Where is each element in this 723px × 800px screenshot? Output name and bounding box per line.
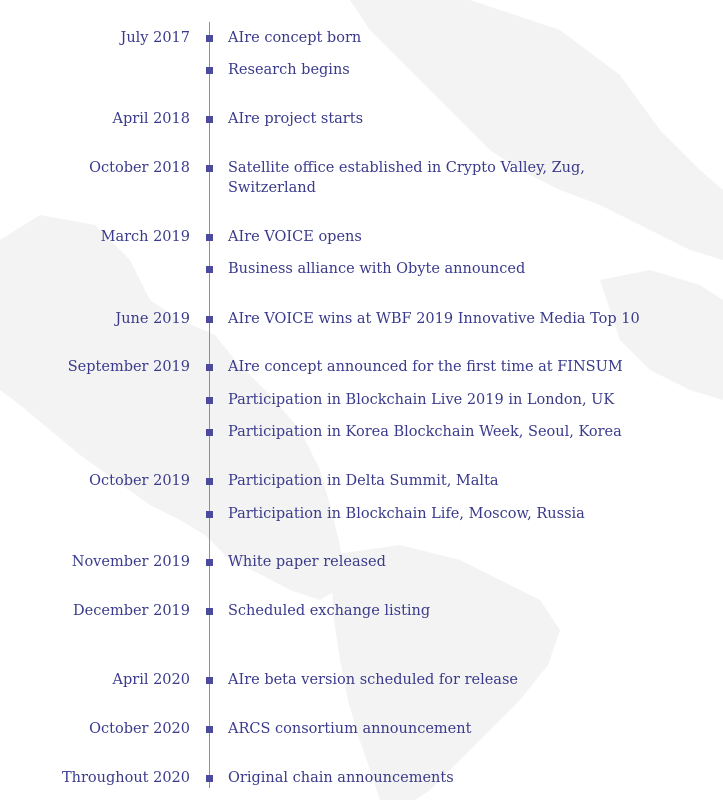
timeline-row [0, 599, 723, 623]
timeline-row [0, 58, 723, 82]
timeline-date: April 2020 [112, 672, 190, 688]
timeline-event: AIre concept announced for the first time at FINSUM [228, 359, 623, 375]
timeline-marker [206, 266, 213, 273]
timeline-event: ARCS consortium announcement [228, 721, 472, 737]
timeline-row [0, 420, 723, 444]
timeline-event: Participation in Delta Summit, Malta [228, 473, 499, 489]
timeline-marker [206, 511, 213, 518]
timeline-marker [206, 608, 213, 615]
timeline-marker [206, 559, 213, 566]
timeline-date: September 2019 [67, 359, 190, 375]
timeline-date: March 2019 [100, 229, 190, 245]
timeline-event: AIre VOICE wins at WBF 2019 Innovative Media Top 10 [228, 311, 640, 327]
timeline-marker [206, 726, 213, 733]
timeline-marker [206, 165, 213, 172]
timeline-marker [206, 316, 213, 323]
timeline-marker [206, 397, 213, 404]
timeline-marker [206, 234, 213, 241]
timeline-marker [206, 364, 213, 371]
timeline-row [0, 668, 723, 692]
timeline-row [0, 469, 723, 493]
timeline-event: White paper released [228, 554, 386, 570]
timeline-marker [206, 478, 213, 485]
timeline-row [0, 550, 723, 574]
timeline-event: AIre concept born [228, 30, 362, 46]
timeline-row [0, 766, 723, 790]
timeline-date: October 2020 [89, 721, 190, 737]
timeline-marker [206, 116, 213, 123]
timeline-date: Throughout 2020 [61, 770, 190, 786]
timeline-row [0, 307, 723, 331]
timeline-event: AIre beta version scheduled for release [228, 672, 518, 688]
timeline-row [0, 257, 723, 281]
timeline-date: June 2019 [115, 311, 190, 327]
timeline-date: April 2018 [112, 111, 190, 127]
timeline-row [0, 107, 723, 131]
timeline-event: Participation in Blockchain Live 2019 in London, UK [228, 392, 615, 408]
timeline-event: AIre project starts [228, 111, 364, 127]
timeline-event: Participation in Blockchain Life, Moscow, Russia [228, 506, 585, 522]
timeline-row [0, 355, 723, 379]
timeline-event: AIre VOICE opens [228, 229, 362, 245]
timeline-marker [206, 775, 213, 782]
timeline-date: November 2019 [71, 554, 190, 570]
timeline-marker [206, 429, 213, 436]
timeline-date: October 2019 [89, 473, 190, 489]
timeline-date: October 2018 [89, 160, 190, 176]
timeline-marker [206, 677, 213, 684]
timeline-row [0, 502, 723, 526]
timeline-marker [206, 67, 213, 74]
timeline-event: Original chain announcements [228, 770, 454, 786]
timeline-row [0, 26, 723, 50]
timeline-marker [206, 35, 213, 42]
timeline-row [0, 225, 723, 249]
timeline-event: Satellite office established in Crypto Valley, Zug, Switzerland [228, 160, 585, 196]
timeline-row [0, 388, 723, 412]
timeline-date: July 2017 [120, 30, 190, 46]
timeline-event: Participation in Korea Blockchain Week, Seoul, Korea [228, 424, 622, 440]
timeline-event: Business alliance with Obyte announced [228, 261, 526, 277]
timeline-date: December 2019 [73, 603, 190, 619]
timeline-event: Scheduled exchange listing [228, 603, 431, 619]
timeline-event: Research begins [228, 62, 350, 78]
timeline-row [0, 717, 723, 741]
timeline-row [0, 156, 723, 196]
